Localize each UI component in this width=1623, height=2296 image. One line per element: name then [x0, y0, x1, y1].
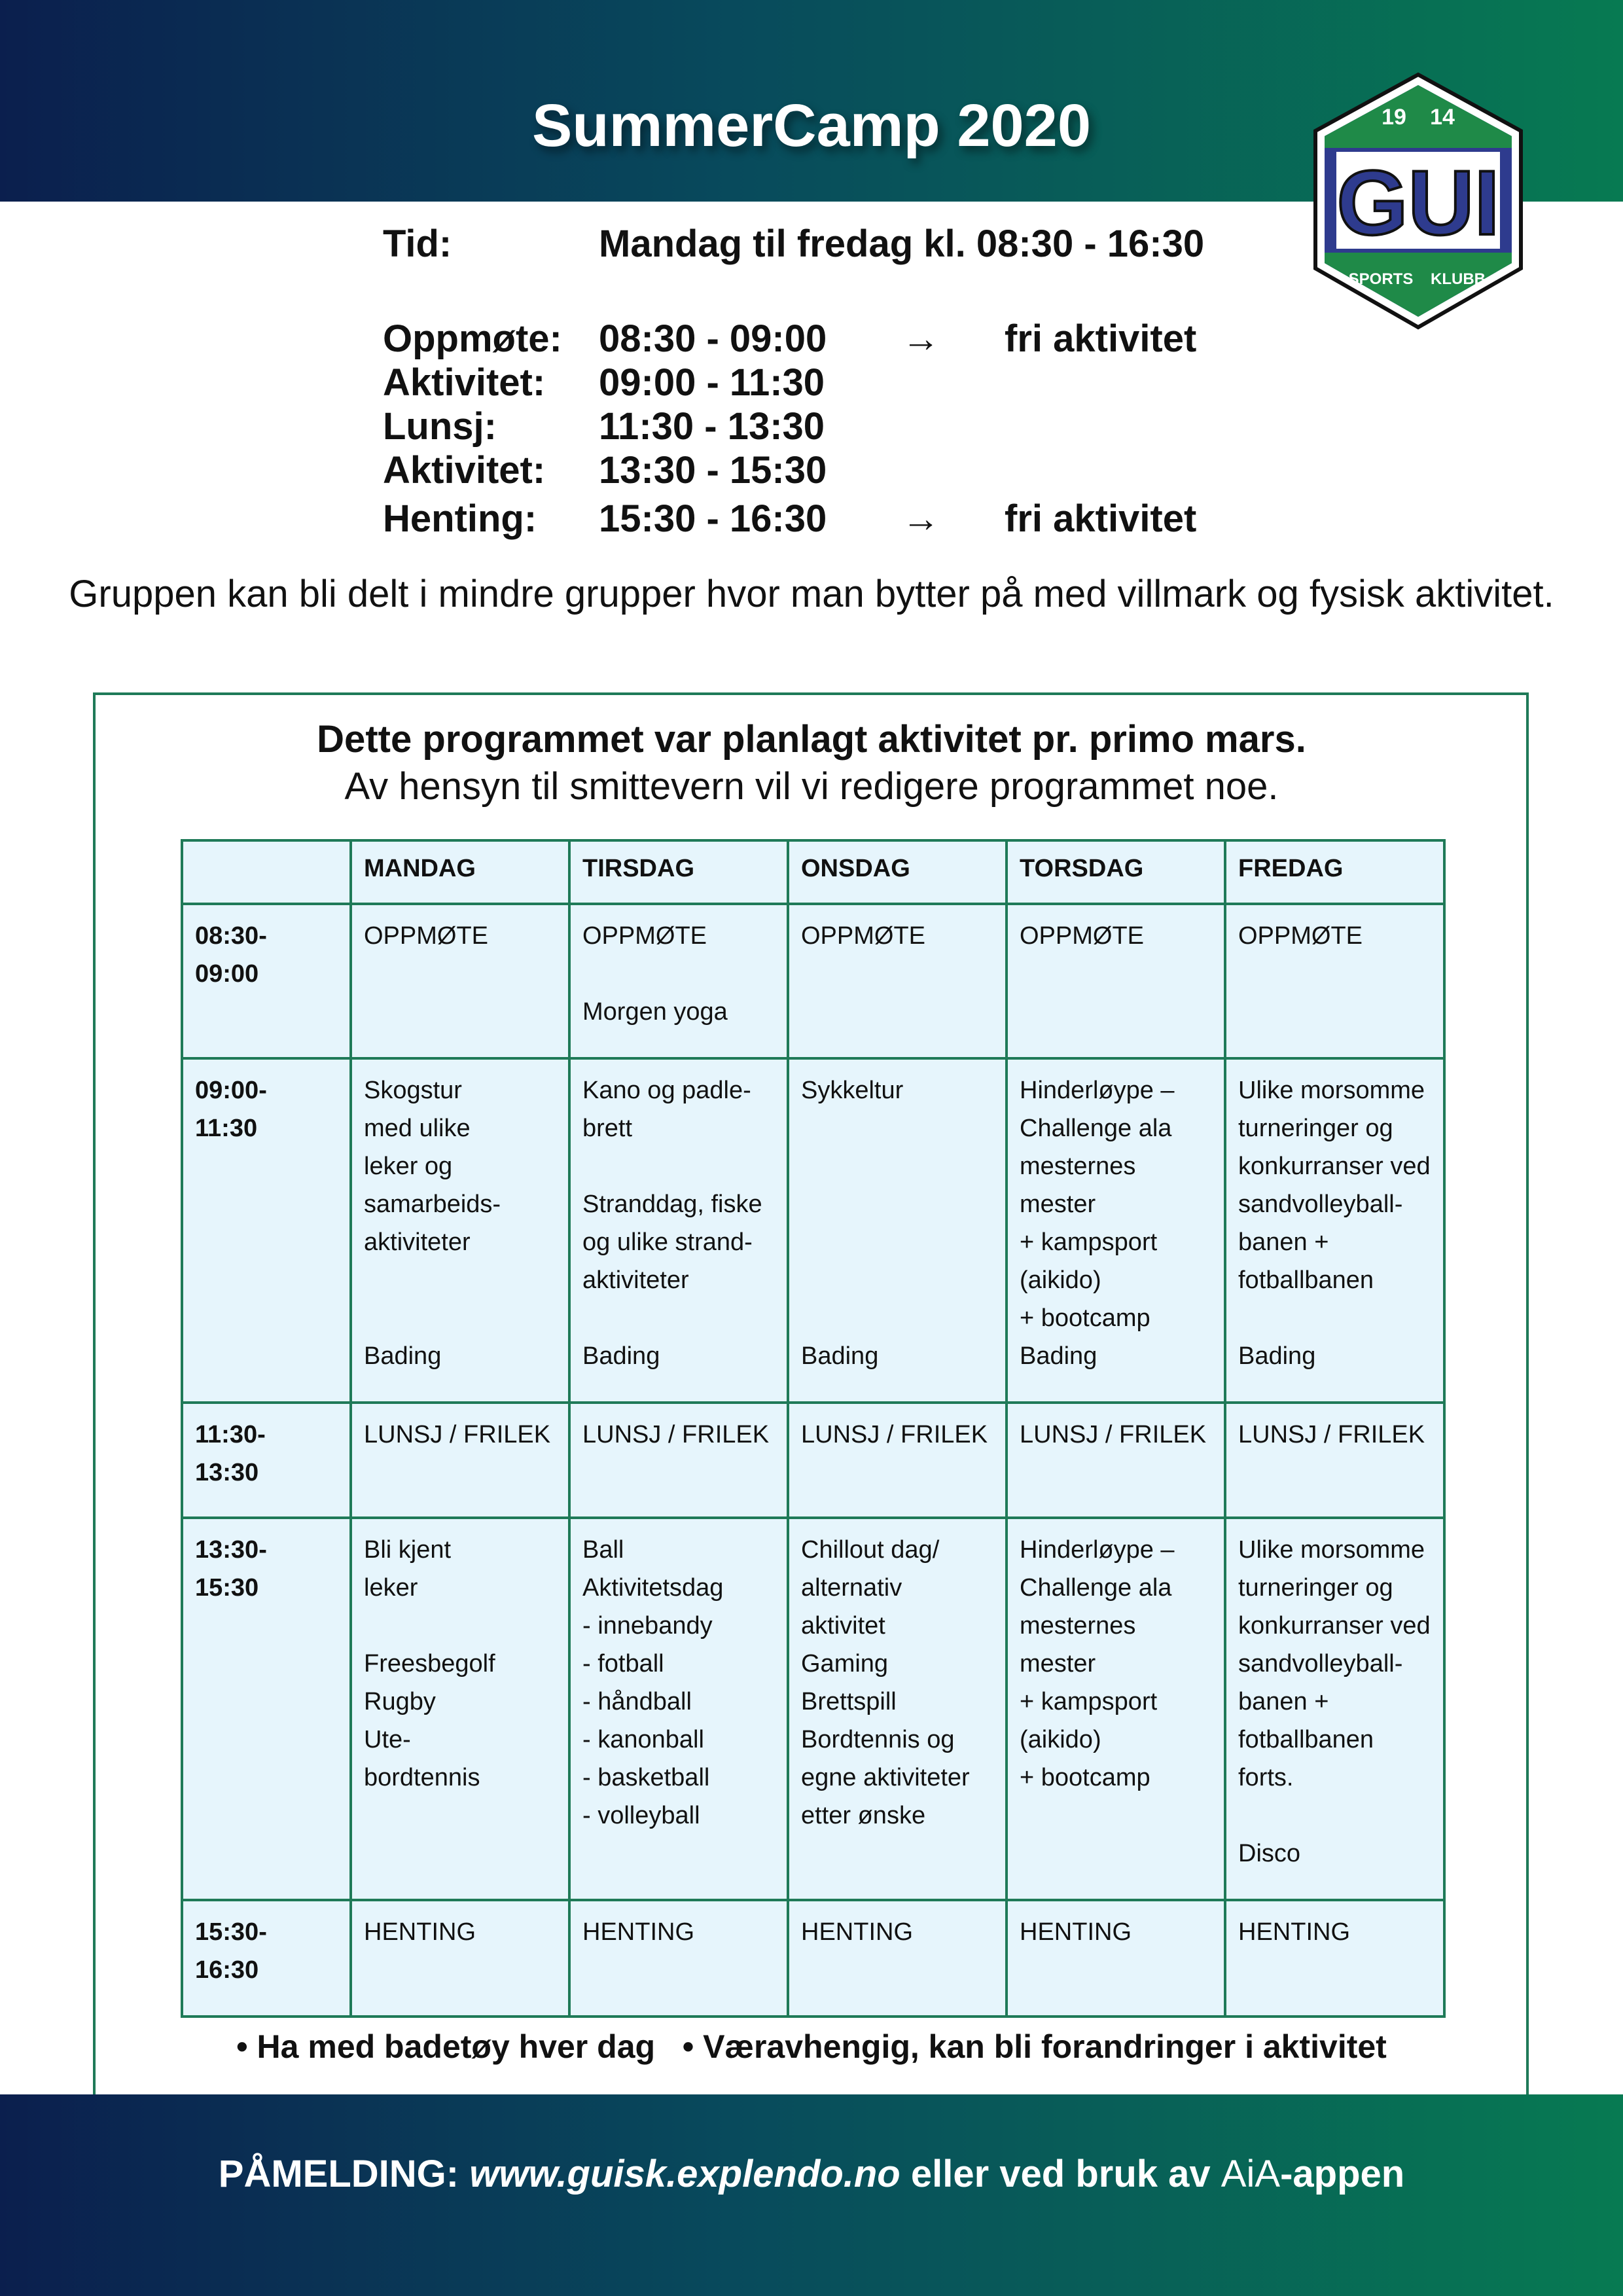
schedule-time: 09:00 - 11:30 [599, 361, 825, 404]
footer-middle: eller ved bruk av [910, 2153, 1211, 2195]
activity-cell: LUNSJ / FRILEK [569, 1403, 788, 1518]
activity-cell: OPPMØTE [1225, 904, 1444, 1058]
schedule-time: 08:30 - 09:00 [599, 317, 827, 360]
logo-bottom-left: SPORTS [1348, 270, 1414, 288]
activity-cell: HENTING [1225, 1900, 1444, 2017]
activity-cell: LUNSJ / FRILEK [788, 1403, 1007, 1518]
activity-cell: HENTING [351, 1900, 569, 2017]
time-cell: 13:30- 15:30 [182, 1518, 351, 1900]
schedule-label: Aktivitet: [383, 449, 546, 492]
activity-cell: Sykkeltur Bading [788, 1058, 1007, 1403]
logo-bottom-right: KLUBB [1431, 270, 1486, 288]
footer-label: PÅMELDING: [218, 2153, 459, 2195]
column-header: ONSDAG [788, 840, 1007, 904]
activity-cell: Chillout dag/ alternativ aktivitet Gaming Brettspill Bordtennis og egne aktiviteter etter ønske [788, 1518, 1007, 1900]
page-title: SummerCamp 2020 [532, 92, 1091, 159]
activity-cell: LUNSJ / FRILEK [1225, 1403, 1444, 1518]
activity-cell: Hinderløype – Challenge ala mesternes mester + kampsport (aikido) + bootcamp Bading [1007, 1058, 1225, 1403]
time-cell: 09:00- 11:30 [182, 1058, 351, 1403]
note-weather: • Væravhengig, kan bli forandringer i aktivitet [682, 2028, 1387, 2065]
activity-cell: Skogstur med ulike leker og samarbeids- aktiviteter Bading [351, 1058, 569, 1403]
arrow-icon: → [902, 317, 940, 360]
schedule-time: 13:30 - 15:30 [599, 449, 827, 492]
time-cell: 08:30- 09:00 [182, 904, 351, 1058]
time-cell: 15:30- 16:30 [182, 1900, 351, 2017]
table-row [182, 904, 1444, 1058]
column-header: TORSDAG [1007, 840, 1225, 904]
program-subheading: Av hensyn til smittevern vil vi redigere programmet noe. [344, 765, 1279, 808]
activity-cell: Ball Aktivitetsdag - innebandy - fotball - håndball - kanonball - basketball - volleyball [569, 1518, 788, 1900]
intro-text: Gruppen kan bli delt i mindre grupper hvor man bytter på med villmark og fysisk aktivitet. [69, 573, 1554, 615]
activity-cell: LUNSJ / FRILEK [351, 1403, 569, 1518]
activity-cell: OPPMØTE [1007, 904, 1225, 1058]
activity-cell: HENTING [788, 1900, 1007, 2017]
activity-cell: LUNSJ / FRILEK [1007, 1403, 1225, 1518]
activity-cell: OPPMØTE [788, 904, 1007, 1058]
activity-cell: OPPMØTE [351, 904, 569, 1058]
schedule-note: fri aktivitet [1005, 317, 1197, 360]
schedule-note: fri aktivitet [1005, 497, 1197, 540]
table-row [182, 1403, 1444, 1518]
column-header [182, 840, 351, 904]
logo-letters: GUI [1336, 151, 1500, 254]
activity-cell: HENTING [569, 1900, 788, 2017]
notes-line [0, 2028, 1623, 2066]
schedule-label: Aktivitet: [383, 361, 546, 404]
activity-cell: Hinderløype – Challenge ala mesternes mester + kampsport (aikido) + bootcamp [1007, 1518, 1225, 1900]
activity-cell: Ulike morsomme turneringer og konkurranser ved sandvolleyball- banen + fotballbanen forts. Disco [1225, 1518, 1444, 1900]
activity-cell: Kano og padle- brett Stranddag, fiske og ulike strand- aktiviteter Bading [569, 1058, 788, 1403]
schedule-time: 11:30 - 13:30 [599, 405, 825, 448]
schedule-label: Henting: [383, 497, 537, 540]
table-row [182, 1518, 1444, 1900]
logo-year-left: 19 [1382, 105, 1406, 130]
tid-value: Mandag til fredag kl. 08:30 - 16:30 [599, 223, 1205, 265]
schedule-time: 15:30 - 16:30 [599, 497, 827, 540]
column-header: MANDAG [351, 840, 569, 904]
activity-cell: Ulike morsomme turneringer og konkurranser ved sandvolleyball- banen + fotballbanen Bading [1225, 1058, 1444, 1403]
table-row [182, 1900, 1444, 2017]
club-logo [1310, 71, 1526, 332]
time-cell: 11:30- 13:30 [182, 1403, 351, 1518]
schedule-label: Lunsj: [383, 405, 497, 448]
column-header: FREDAG [1225, 840, 1444, 904]
footer-suffix: -appen [1280, 2153, 1405, 2195]
app-name: AiA [1221, 2153, 1281, 2195]
column-header: TIRSDAG [569, 840, 788, 904]
activity-cell: OPPMØTE Morgen yoga [569, 904, 788, 1058]
activity-cell: Bli kjent leker Freesbegolf Rugby Ute- bordtennis [351, 1518, 569, 1900]
footer-text [0, 2152, 1623, 2196]
schedule-label: Oppmøte: [383, 317, 562, 360]
tid-label: Tid: [383, 223, 452, 265]
program-heading: Dette programmet var planlagt aktivitet pr. primo mars. [317, 718, 1306, 761]
arrow-icon: → [902, 497, 940, 540]
table-row [182, 1058, 1444, 1403]
table-header-row [182, 840, 1444, 904]
note-swimwear: • Ha med badetøy hver dag [236, 2028, 656, 2065]
activity-cell: HENTING [1007, 1900, 1225, 2017]
signup-link[interactable]: www.guisk.explendo.no [469, 2153, 901, 2195]
program-table [181, 839, 1446, 2018]
logo-year-right: 14 [1430, 105, 1455, 130]
